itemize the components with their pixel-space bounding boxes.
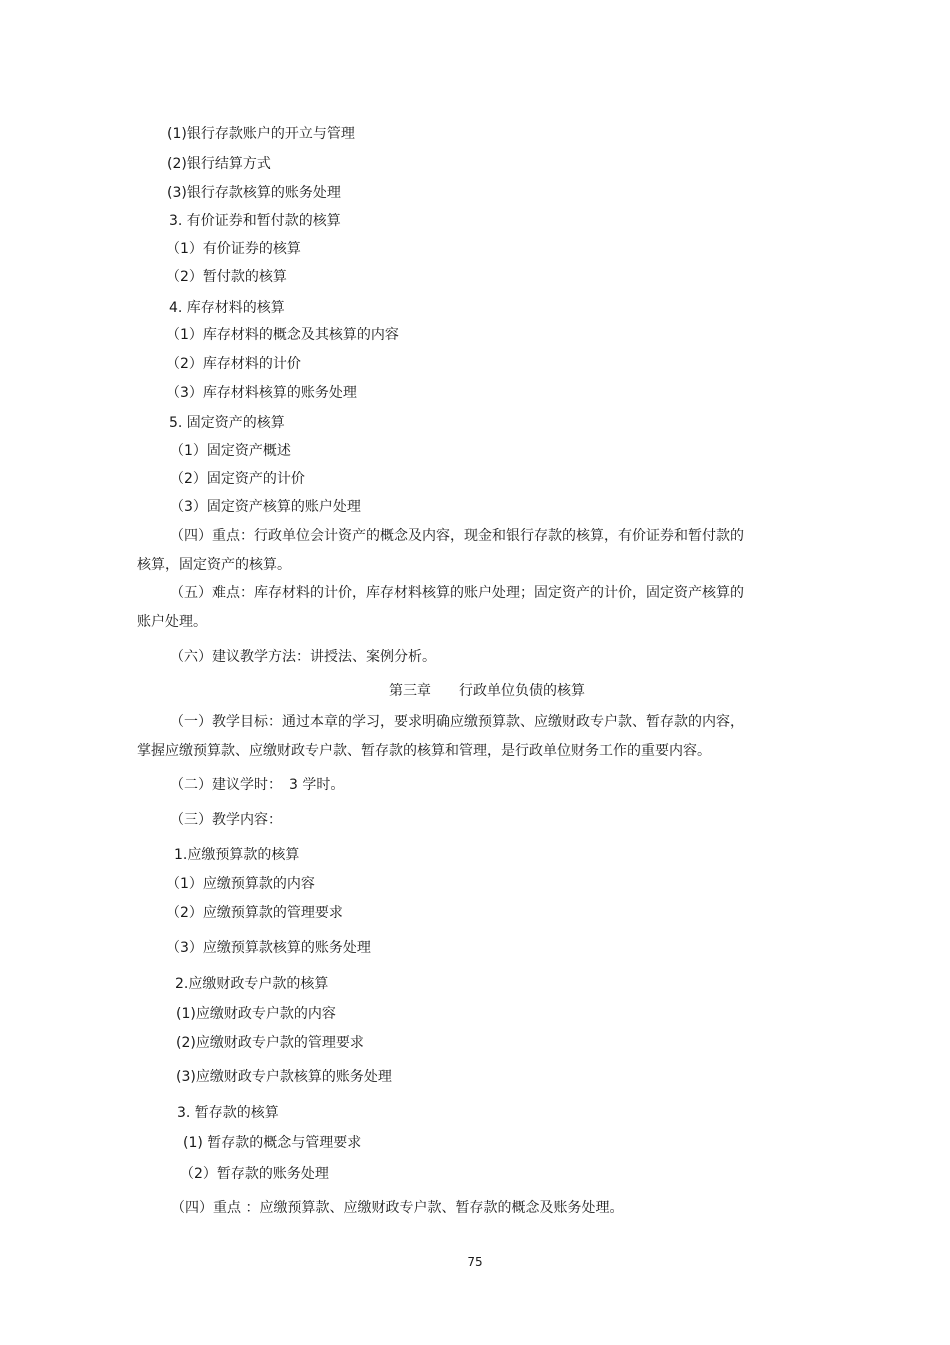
paragraph-line: 核算，固定资产的核算。 <box>137 557 291 573</box>
paragraph-line: （三）教学内容： <box>170 812 282 828</box>
paragraph-line: 掌握应缴预算款、应缴财政专户款、暂存款的核算和管理，是行政单位财务工作的重要内容。 <box>137 743 711 759</box>
text-line: （3）库存材料核算的账务处理 <box>166 385 357 401</box>
text-line: （3）固定资产核算的账户处理 <box>170 499 361 515</box>
section-heading: 3. 有价证券和暂付款的核算 <box>169 213 341 229</box>
paragraph-line: （六）建议教学方法：讲授法、案例分析。 <box>170 649 436 665</box>
section-heading: 3. 暂存款的核算 <box>177 1105 279 1121</box>
text-line: （2）暂付款的核算 <box>166 269 287 285</box>
paragraph-line: （二）建议学时： 3 学时。 <box>170 777 345 793</box>
text-line: （2）应缴预算款的管理要求 <box>166 905 343 921</box>
section-heading: 4. 库存材料的核算 <box>169 300 285 316</box>
text-line: （1）固定资产概述 <box>170 443 291 459</box>
text-line: （2）库存材料的计价 <box>166 356 301 372</box>
paragraph-line: （五）难点：库存材料的计价，库存材料核算的账户处理；固定资产的计价，固定资产核算的 <box>170 585 744 601</box>
paragraph-line: （一）教学目标：通过本章的学习，要求明确应缴预算款、应缴财政专户款、暂存款的内容， <box>170 714 744 730</box>
text-line: (1)银行存款账户的开立与管理 <box>167 126 355 142</box>
text-line: (3)银行存款核算的账务处理 <box>167 185 341 201</box>
text-line: （1）应缴预算款的内容 <box>166 876 315 892</box>
page-number: 75 <box>467 1255 483 1269</box>
text-line: (1)应缴财政专户款的内容 <box>176 1006 336 1022</box>
text-line: （2）固定资产的计价 <box>170 471 305 487</box>
text-line: (3)应缴财政专户款核算的账务处理 <box>176 1069 392 1085</box>
section-heading: 5. 固定资产的核算 <box>169 415 285 431</box>
section-heading: 1.应缴预算款的核算 <box>174 847 300 863</box>
text-line: （1）有价证券的核算 <box>166 241 301 257</box>
chapter-title: 第三章 行政单位负债的核算 <box>389 683 585 699</box>
text-line: (2)银行结算方式 <box>167 156 271 172</box>
text-line: (2)应缴财政专户款的管理要求 <box>176 1035 364 1051</box>
text-line: （1）库存材料的概念及其核算的内容 <box>166 327 399 343</box>
paragraph-line: 账户处理。 <box>137 614 207 630</box>
text-line: （3）应缴预算款核算的账务处理 <box>166 940 371 956</box>
text-line: （2）暂存款的账务处理 <box>180 1166 329 1182</box>
paragraph-line: （四）重点 ：应缴预算款、应缴财政专户款、暂存款的概念及账务处理。 <box>171 1200 624 1216</box>
section-heading: 2.应缴财政专户款的核算 <box>175 976 329 992</box>
paragraph-line: （四）重点：行政单位会计资产的概念及内容，现金和银行存款的核算，有价证券和暂付款的 <box>170 528 744 544</box>
text-line: (1) 暂存款的概念与管理要求 <box>183 1135 362 1151</box>
